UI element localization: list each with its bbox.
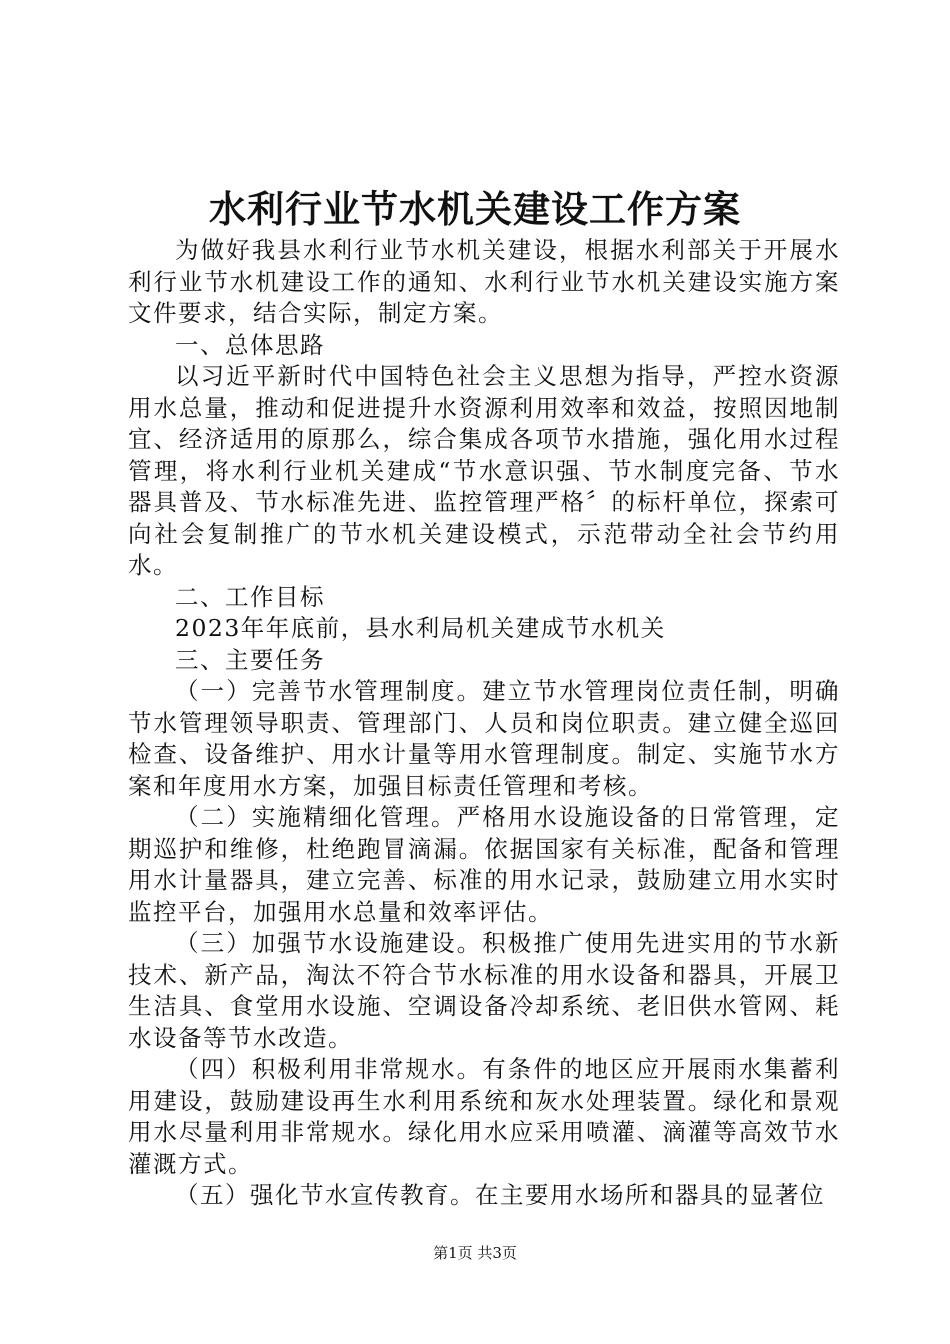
document-body xyxy=(128,235,840,1212)
task-paragraph-2: （二）实施精细化管理。严格用水设施设备的日常管理，定期巡护和维修，杜绝跑冒滴漏。依据国家有关标准，配备和管理用水计量器具，建立完善、标准的用水记录，鼓励建立用水实时监控平台，加强用水总量和效率评估。 xyxy=(128,803,840,926)
task-paragraph-4: （四）积极利用非常规水。有条件的地区应开展雨水集蓄利用建设，鼓励建设再生水利用系统和灰水处理装置。绿化和景观用水尽量利用非常规水。绿化用水应采用喷灌、滴灌等高效节水灌溉方式。 xyxy=(128,1055,840,1178)
section-heading-work-goal: 二、工作目标 xyxy=(175,582,325,611)
task-paragraph-1: （一）完善节水管理制度。建立节水管理岗位责任制，明确节水管理领导职责、管理部门、人员和岗位职责。建立健全巡回检查、设备维护、用水计量等用水管理制度。制定、实施节水方案和年度用水方案，加强目标责任管理和考核。 xyxy=(128,677,840,800)
section-heading-overall-approach: 一、总体思路 xyxy=(175,330,325,359)
document-title: 水利行业节水机关建设工作方案 xyxy=(209,188,741,231)
task-paragraph-5: （五）强化节水宣传教育。在主要用水场所和器具的显著位 xyxy=(175,1181,825,1209)
page-number-footer: 第1页 共3页 xyxy=(433,1244,517,1262)
task-paragraph-3: （三）加强节水设施建设。积极推广使用先进实用的节水新技术、新产品，淘汰不符合节水标准的用水设备和器具，开展卫生洁具、食堂用水设施、空调设备冷却系统、老旧供水管网、耗水设备等节水改造。 xyxy=(128,929,840,1052)
overall-approach-paragraph: 以习近平新时代中国特色社会主义思想为指导，严控水资源用水总量，推动和促进提升水资源利用效率和效益，按照因地制宜、经济适用的原那么，综合集成各项节水措施，强化用水过程管理，将水利行业机关建成“节水意识强、节水制度完备、节水器具普及、节水标准先进、监控管理严格〞的标杆单位，探索可向社会复制推广的节水机关建设模式，示范带动全社会节约用水。 xyxy=(128,362,840,579)
section-heading-main-tasks: 三、主要任务 xyxy=(175,645,325,674)
work-goal-paragraph: 2023年年底前，县水利局机关建成节水机关 xyxy=(175,614,666,642)
intro-paragraph: 为做好我县水利行业节水机关建设，根据水利部关于开展水利行业节水机建设工作的通知、水利行业节水机关建设实施方案文件要求，结合实际，制定方案。 xyxy=(128,236,840,327)
